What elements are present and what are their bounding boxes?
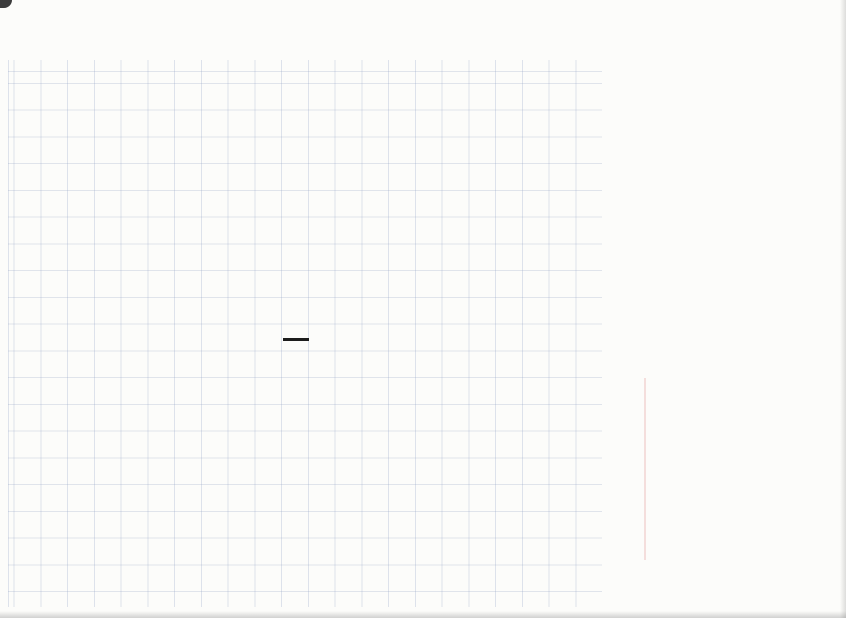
- scan-edge-bottom: [0, 611, 846, 618]
- fraction-bar: [283, 338, 309, 341]
- scan-edge-right: [840, 0, 846, 618]
- pi-over-3-label: [281, 336, 311, 343]
- paper-crease-line: [644, 378, 646, 560]
